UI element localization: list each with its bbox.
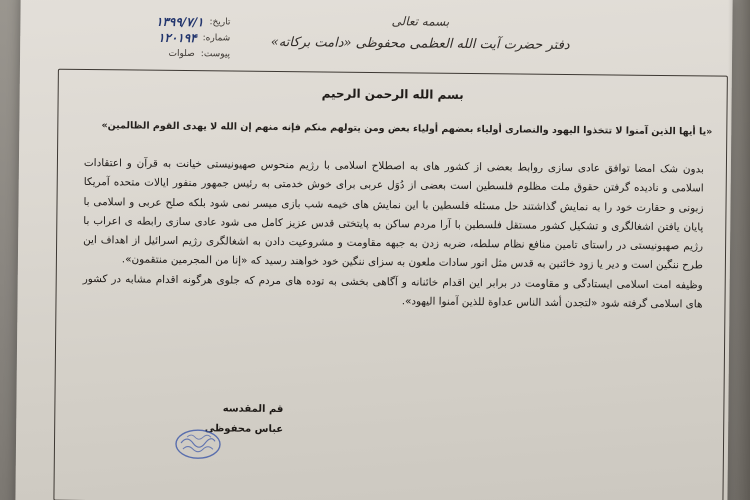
number-label: شماره: xyxy=(202,33,231,44)
seal-stamp xyxy=(173,427,223,462)
signer-name: عباس محفوظی xyxy=(204,423,284,436)
number-value: ۱۲۰۱۹۴ xyxy=(157,30,197,46)
paragraph-1: بدون شک امضا توافق عادی سازی روابط بعضی از کشور های به اصطلاح اسلامی با رژیم منحوس صهیونیستی خیانت به قرآن و اعتقادات اسلامی و نادیده گرفتن حقوق ملت مظلوم فلسطین است بعضی از دُوَل عربی برای خوش خدمتی به رئیس جمهور منفور ایالات متحده آمریکا زبونی و حقارت خود را به نمایش گذاشتند حل مسئله فلسطین با این نمایش های خیمه شب بازی میسر نمی شود بلکه صلح عربی و اسلامی با پایان یافتن اشغالگری و تشکیل کشور مستقل فلسطین با آرا مردم ساکن به پایتختی قدس عزیز کامل می شود عادی سازی رابطه ی اعراب با رژیم صهیونیستی در راستای تامین منافع نظام سلطه، ضربه زدن به جبهه مقاومت و مشروعیت دادن به اشغالگری رژیم اسرائیل از اهداف این طرح ننگین است و دیر یا زود خائنین به قدس مثل انور سادات ملعون به سزای ننگین خود خواهند رسید که «إنا من المجرمین منتقمون». xyxy=(83,156,704,272)
office-letterhead: دفتر حضرت آیت الله العظمی محفوظی «دامت برکاته» xyxy=(270,34,570,54)
attachment-row xyxy=(80,45,230,63)
attachment-value: صلوات xyxy=(168,48,195,60)
city-label: قم المقدسه xyxy=(222,403,284,416)
letter-body-frame xyxy=(53,69,727,500)
letter-metadata xyxy=(80,13,230,63)
header-bismillah: بسمه تعالی xyxy=(391,14,450,29)
date-label: تاریخ: xyxy=(209,17,231,28)
date-value: ۱۳۹۹/۷/۱ xyxy=(155,14,204,30)
paragraph-2: وظیفه امت اسلامی ایستادگی و مقاومت در برابر این اقدام خائنانه و آگاهی بخشی به توده های مردم که جلوی هرگونه اقدام مشابه در کشور های اسلامی گرفته شود «لتجدن أشد الناس عداوة للذین آمنوا الیهود». xyxy=(82,272,703,311)
letter-body xyxy=(82,154,704,315)
attachment-label: پیوست: xyxy=(200,49,231,60)
date-row xyxy=(80,13,230,31)
letter-page xyxy=(15,0,732,500)
page-edge-shadow xyxy=(728,0,750,500)
quran-verse: «یا أیها الذین آمنوا لا تتخذوا الیهود والنصاری أولیاء بعضهم أولیاء بعض ومن یتولهم منکم فإنه منهم إن الله لا یهدی القوم الظالمین» xyxy=(101,120,713,138)
number-row xyxy=(80,29,230,47)
letter-title: بسم الله الرحمن الرحیم xyxy=(321,86,464,102)
